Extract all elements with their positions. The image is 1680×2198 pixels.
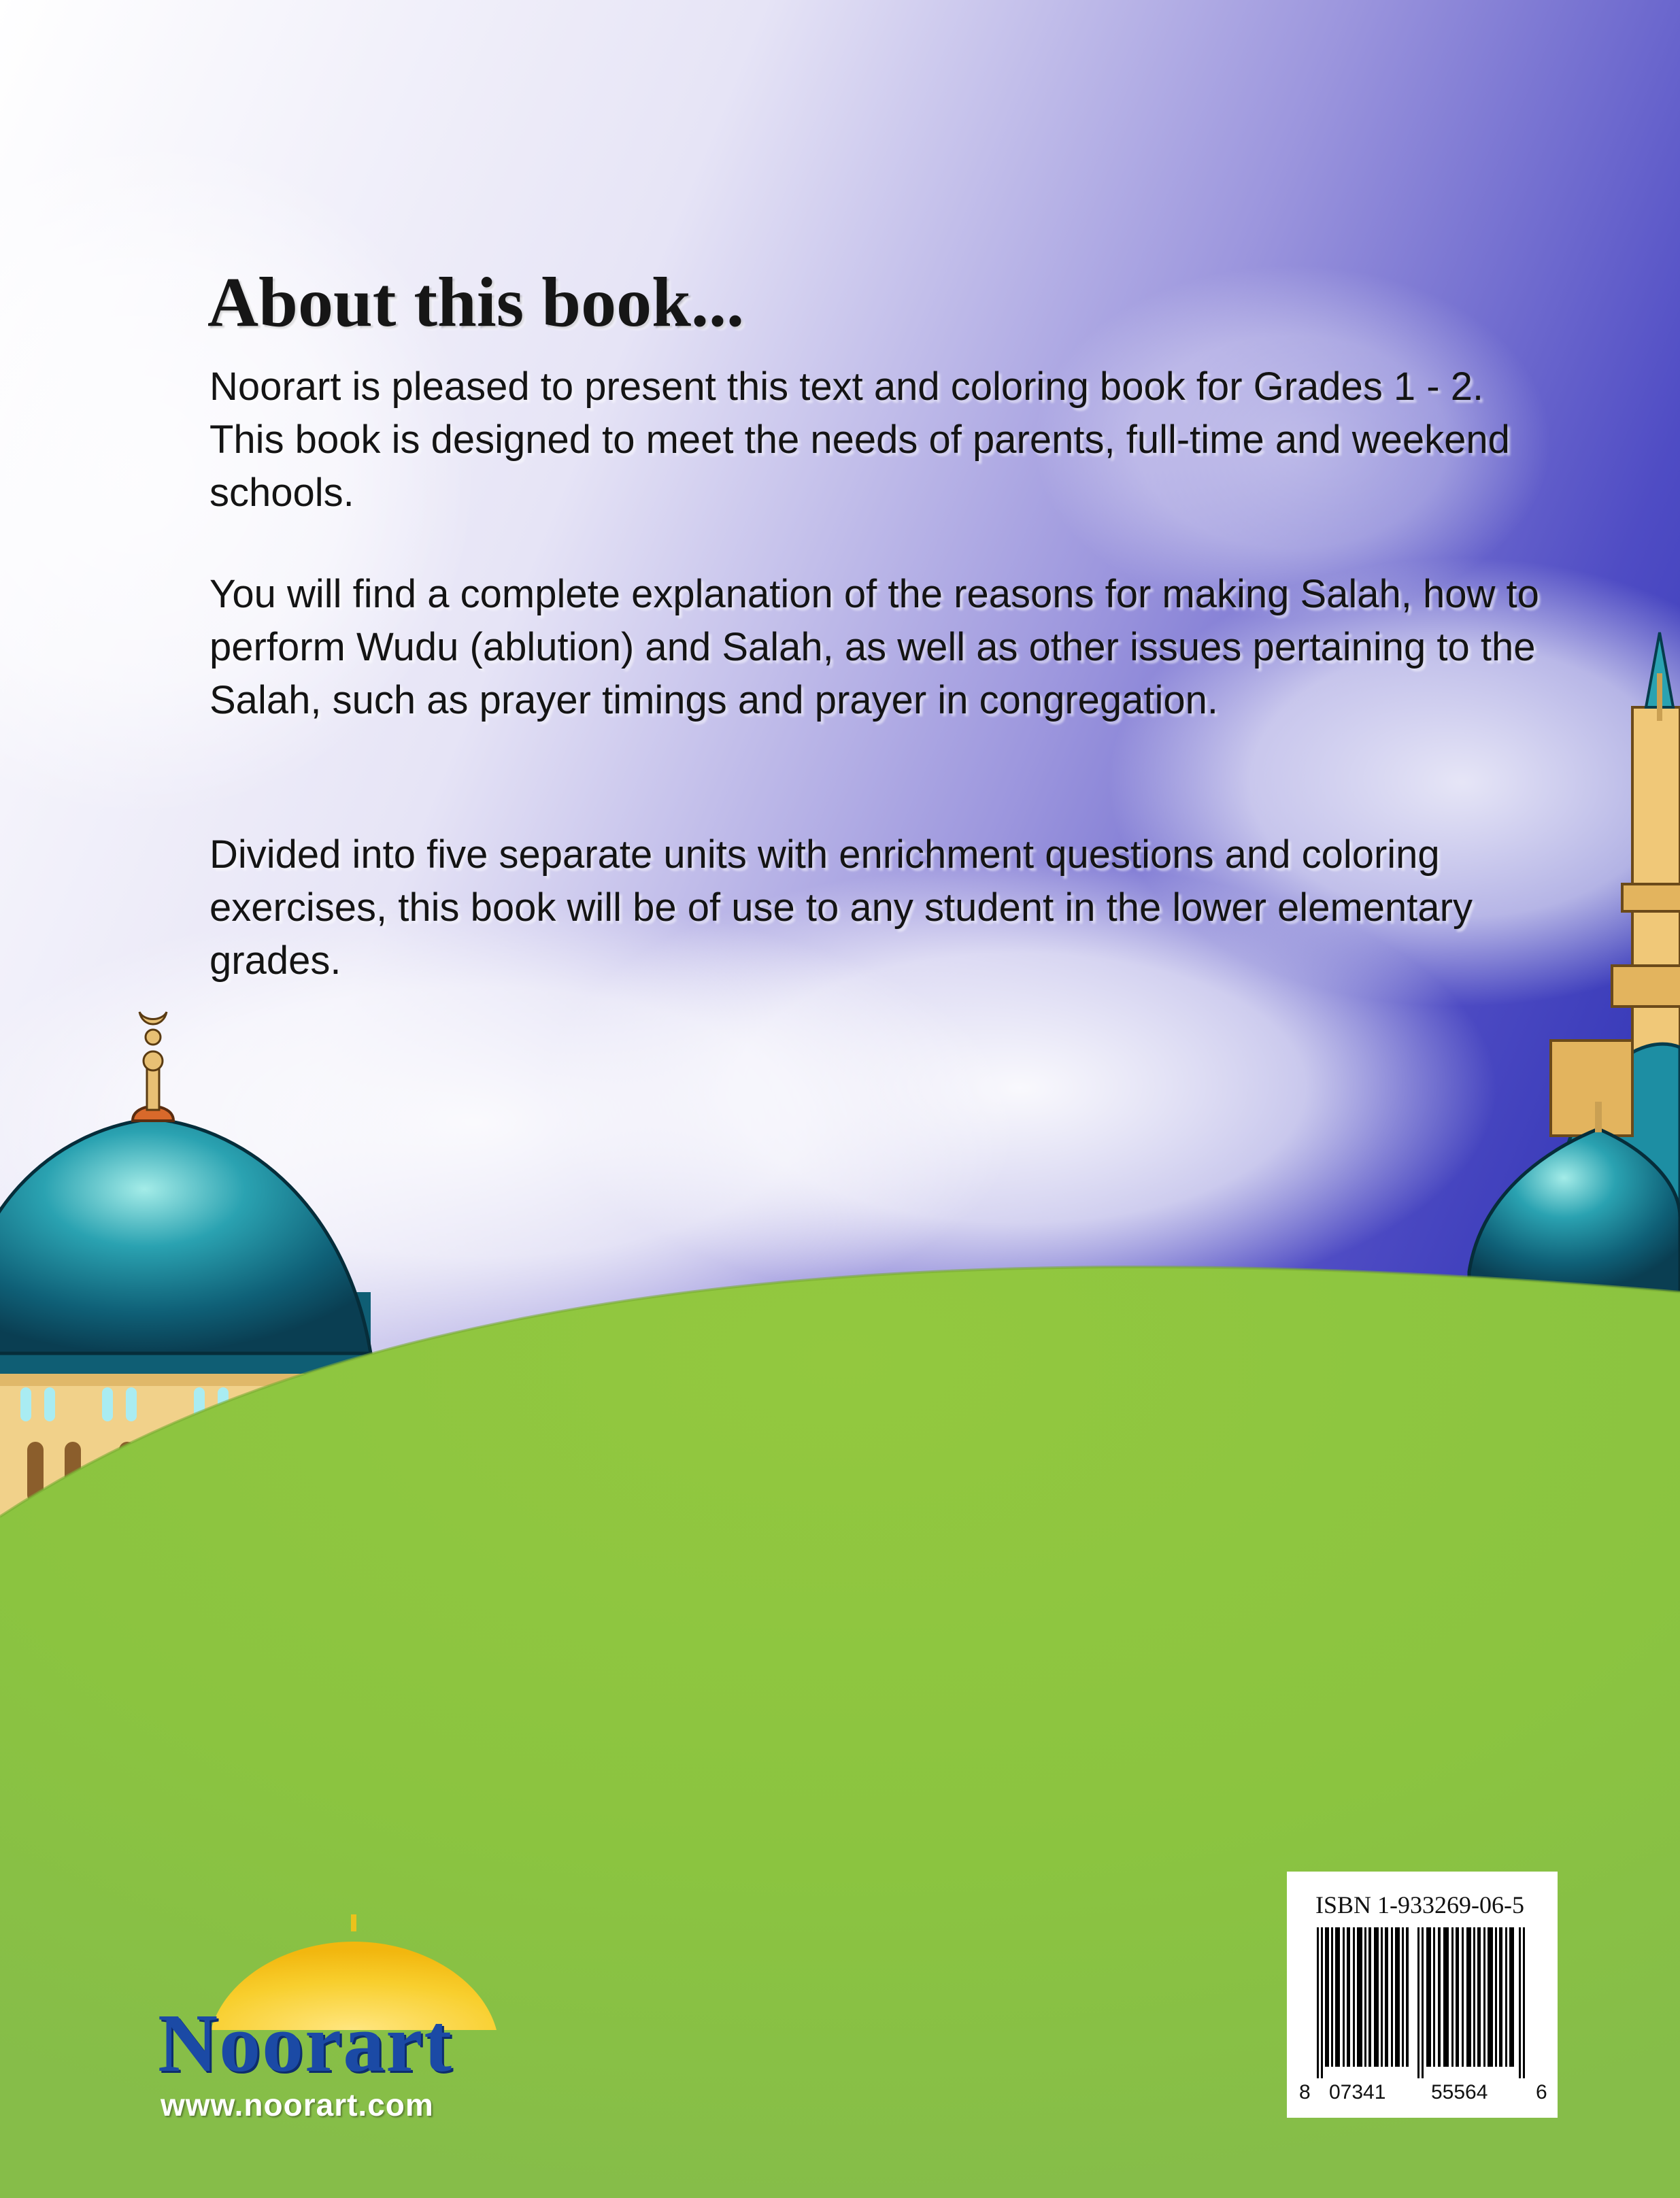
publisher-logo-name: Noorart	[158, 1997, 454, 2089]
publisher-url: www.noorart.com	[161, 2087, 434, 2123]
isbn-label: ISBN 1-933269-06-5	[1315, 1891, 1524, 1918]
about-title: About this book...	[207, 263, 744, 341]
barcode-digit-left: 8	[1299, 2081, 1311, 2103]
isbn-barcode-box	[1287, 1872, 1558, 2118]
barcode-digits-group-2: 55564	[1431, 2081, 1488, 2103]
description-paragraph-1: Noorart is pleased to present this text and coloring book for Grades 1 - 2. This book is designed to meet the needs of parents, full-time and weekend schools.	[209, 365, 1510, 515]
barcode-digit-right: 6	[1536, 2081, 1547, 2103]
description-paragraph-2: You will find a complete explanation of the reasons for making Salah, how to perform Wudu (ablution) and Salah, as well as other issues pertaining to the Salah, such as prayer timings and prayer in congregation.	[209, 572, 1539, 722]
description-paragraph-3: Divided into five separate units with enrichment questions and coloring exercises, this book will be of use to any student in the lower elementary grades.	[209, 832, 1473, 983]
barcode-digits-group-1: 07341	[1329, 2081, 1386, 2103]
barcode-image	[1313, 1927, 1530, 2078]
